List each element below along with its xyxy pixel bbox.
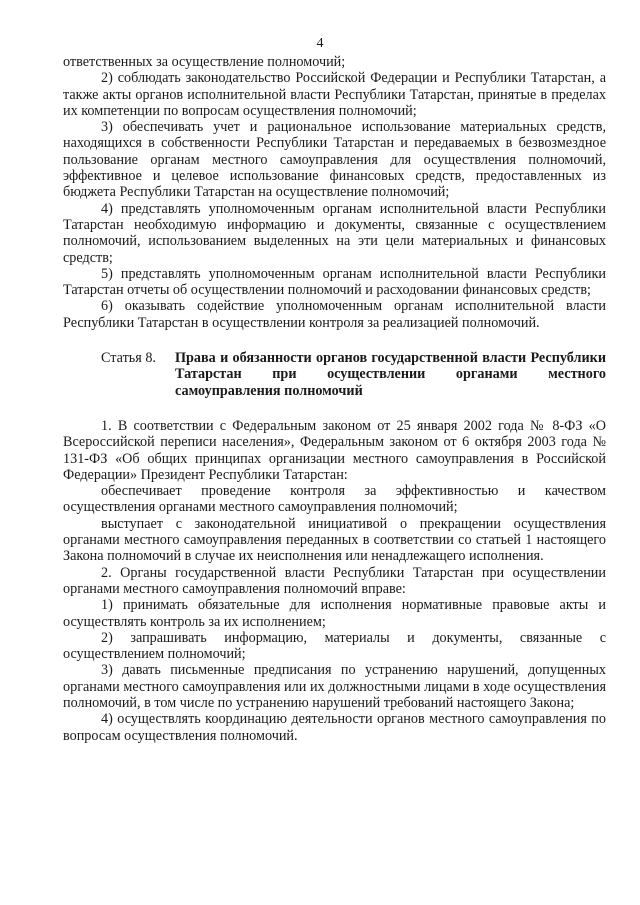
document-body bbox=[63, 54, 606, 744]
paragraph: 3) давать письменные предписания по устранению нарушений, допущенных органами местного самоуправления или их должностными лицами в ходе осуществления полномочий, в том числе по устранению нарушений требований настоящего Закона; bbox=[63, 662, 606, 711]
paragraph: 6) оказывать содействие уполномоченным органам исполнительной власти Республики Татарстан в осуществлении контроля за реализацией полномочий. bbox=[63, 298, 606, 331]
paragraph: выступает с законодательной инициативой о прекращении осуществления органами местного самоуправления переданных в соответствии со статьей 1 настоящего Закона полномочий в случае их неисполнения или ненадлежащего исполнения. bbox=[63, 515, 606, 565]
paragraph: 1) принимать обязательные для исполнения нормативные правовые акты и осуществлять контроль за их исполнением; bbox=[63, 597, 606, 630]
paragraph: 3) обеспечивать учет и рациональное использование материальных средств, находящихся в собственности Республики Татарстан и передаваемых в безвозмездное пользование органам местного самоуправления для осуществления полномочий, эффективное и целевое использование финансовых средств, предоставленных из бюджета Республики Татарстан на осуществление полномочий; bbox=[63, 119, 606, 201]
paragraph: 5) представлять уполномоченным органам исполнительной власти Республики Татарстан отчеты об осуществлении полномочий и расходовании финансовых средств; bbox=[63, 265, 606, 299]
page-number: 4 bbox=[316, 36, 324, 51]
paragraph: 4) осуществлять координацию деятельности органов местного самоуправления по вопросам осуществления полномочий. bbox=[63, 711, 606, 744]
paragraph: ответственных за осуществление полномочий; bbox=[63, 54, 346, 70]
article-heading bbox=[63, 350, 606, 399]
paragraph: 2. Органы государственной власти Республики Татарстан при осуществлении органами местного самоуправления полномочий вправе: bbox=[63, 564, 606, 597]
paragraph: 1. В соответствии с Федеральным законом от 25 января 2002 года № 8-ФЗ «О Всероссийской переписи населения», Федеральным законом от 6 октября 2003 года № 131-ФЗ «Об общих принципах организации местного самоуправления в Российской Федерации» Президент Республики Татарстан: bbox=[63, 417, 606, 483]
paragraph: 4) представлять уполномоченным органам исполнительной власти Республики Татарстан необходимую информацию и документы, связанные с осуществлением полномочий, использованием выделенных на эти цели материальных и финансовых средств; bbox=[63, 200, 606, 266]
article-title: Права и обязанности органов государственной власти Республики Татарстан при осуществлении органами местного самоуправления полномочий bbox=[175, 350, 606, 399]
article-number: Статья 8. bbox=[101, 350, 156, 367]
paragraph: 2) запрашивать информацию, материалы и документы, связанные с осуществлением полномочий; bbox=[63, 629, 606, 663]
paragraph: 2) соблюдать законодательство Российской Федерации и Республики Татарстан, а также акты органов исполнительной власти Республики Татарстан, принятые в пределах их компетенции по вопросам осуществления полномочий; bbox=[63, 70, 606, 119]
paragraph: обеспечивает проведение контроля за эффективностью и качеством осуществления органами местного самоуправления полномочий; bbox=[63, 483, 606, 516]
